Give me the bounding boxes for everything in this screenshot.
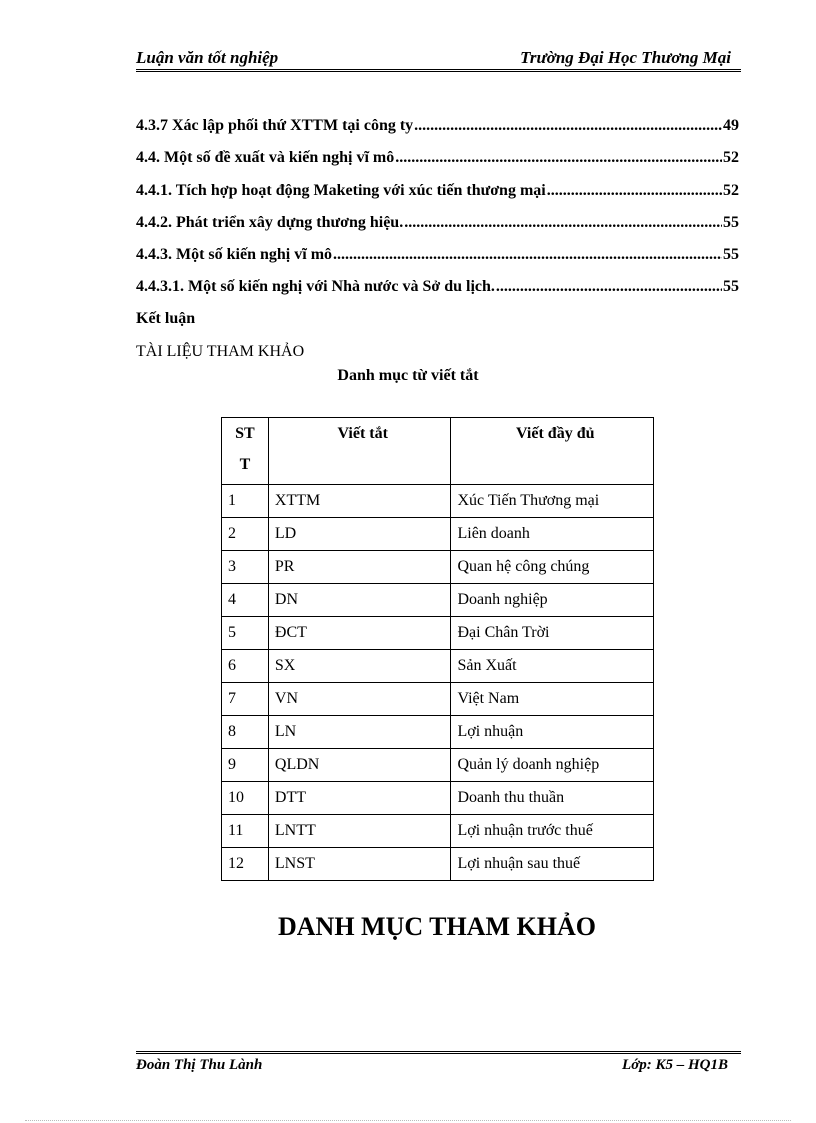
row-full: Quản lý doanh nghiệp xyxy=(451,749,654,782)
conclusion-heading: Kết luận xyxy=(136,310,196,327)
toc-leader xyxy=(496,278,722,296)
toc-entry-label: 4.4.3.1. Một số kiến nghị với Nhà nước và Sở du lịch. xyxy=(136,278,495,295)
toc-entry xyxy=(136,182,739,206)
row-abbr: LN xyxy=(268,716,451,749)
toc-leader xyxy=(395,149,722,167)
row-full: Doanh thu thuần xyxy=(451,782,654,815)
table-row xyxy=(222,782,654,815)
row-full: Xúc Tiến Thương mại xyxy=(451,485,654,518)
toc-entry xyxy=(136,278,739,302)
row-stt: 2 xyxy=(222,518,269,551)
row-full: Lợi nhuận trước thuế xyxy=(451,815,654,848)
row-stt: 9 xyxy=(222,749,269,782)
table-row xyxy=(222,551,654,584)
reference-heading: DANH MỤC THAM KHẢO xyxy=(277,912,596,941)
page-header xyxy=(136,48,741,72)
row-abbr: LNST xyxy=(268,848,451,881)
row-full: Liên doanh xyxy=(451,518,654,551)
toc-entry xyxy=(136,246,739,270)
table-row xyxy=(222,815,654,848)
row-full: Đại Chân Trời xyxy=(451,617,654,650)
toc-entry-page: 55 xyxy=(723,246,739,263)
toc-entry-label: 4.4.3. Một số kiến nghị vĩ mô xyxy=(136,246,333,263)
toc-entry-page: 52 xyxy=(723,149,739,166)
toc-entry xyxy=(136,117,739,141)
toc-leader xyxy=(547,182,722,200)
row-full: Sản Xuất xyxy=(451,650,654,683)
row-stt: 11 xyxy=(222,815,269,848)
page-footer xyxy=(136,1051,741,1081)
header-university: Trường Đại Học Thương Mại xyxy=(520,48,731,67)
toc-entry-page: 55 xyxy=(723,214,739,231)
table-row xyxy=(222,749,654,782)
row-abbr: LD xyxy=(268,518,451,551)
row-abbr: SX xyxy=(268,650,451,683)
row-abbr: VN xyxy=(268,683,451,716)
toc-entry-page: 49 xyxy=(723,117,739,134)
table-row xyxy=(222,485,654,518)
row-stt: 12 xyxy=(222,848,269,881)
row-abbr: QLDN xyxy=(268,749,451,782)
table-row xyxy=(222,848,654,881)
toc-entry-page: 52 xyxy=(723,182,739,199)
toc-entry-page: 55 xyxy=(723,278,739,295)
row-stt: 4 xyxy=(222,584,269,617)
header-rule xyxy=(136,69,741,72)
row-full: Lợi nhuận xyxy=(451,716,654,749)
footer-class: Lớp: K5 – HQ1B xyxy=(622,1057,728,1073)
row-stt: 7 xyxy=(222,683,269,716)
abbreviation-table xyxy=(221,417,654,881)
row-full: Việt Nam xyxy=(451,683,654,716)
toc-leader xyxy=(333,246,722,264)
row-abbr: DN xyxy=(268,584,451,617)
row-abbr: XTTM xyxy=(268,485,451,518)
toc-entry xyxy=(136,149,739,173)
row-stt: 3 xyxy=(222,551,269,584)
footer-rule xyxy=(136,1051,741,1054)
toc-entry-label: 4.4. Một số đề xuất và kiến nghị vĩ mô xyxy=(136,149,395,166)
row-stt: 1 xyxy=(222,485,269,518)
toc-entry-label: 4.3.7 Xác lập phối thứ XTTM tại công ty xyxy=(136,117,414,134)
toc-entry-label: 4.4.2. Phát triển xây dựng thương hiệu. xyxy=(136,214,404,231)
stt-header: ST T xyxy=(222,418,269,485)
table-row xyxy=(222,518,654,551)
table-row xyxy=(222,617,654,650)
table-row xyxy=(222,716,654,749)
toc-entry-label: 4.4.1. Tích hợp hoạt động Maketing với xúc tiến thương mại xyxy=(136,182,546,199)
references-label: TÀI LIỆU THAM KHẢO xyxy=(136,343,305,360)
toc-entry xyxy=(136,214,739,238)
full-header: Viết đầy đủ xyxy=(451,418,654,485)
abbreviation-table-title: Danh mục từ viết tắt xyxy=(337,367,479,384)
row-abbr: DTT xyxy=(268,782,451,815)
row-stt: 8 xyxy=(222,716,269,749)
row-stt: 5 xyxy=(222,617,269,650)
row-abbr: LNTT xyxy=(268,815,451,848)
row-abbr: ĐCT xyxy=(268,617,451,650)
table-row xyxy=(222,650,654,683)
row-stt: 10 xyxy=(222,782,269,815)
row-abbr: PR xyxy=(268,551,451,584)
row-stt: 6 xyxy=(222,650,269,683)
abbr-header: Viết tắt xyxy=(268,418,451,485)
page-bottom-divider xyxy=(25,1120,791,1121)
toc-leader xyxy=(414,117,722,135)
header-thesis-label: Luận văn tốt nghiệp xyxy=(136,48,279,67)
toc-leader xyxy=(404,214,722,232)
row-full: Lợi nhuận sau thuế xyxy=(451,848,654,881)
row-full: Quan hệ công chúng xyxy=(451,551,654,584)
table-row xyxy=(222,584,654,617)
row-full: Doanh nghiệp xyxy=(451,584,654,617)
footer-author: Đoàn Thị Thu Lành xyxy=(136,1057,263,1073)
table-row xyxy=(222,683,654,716)
table-header-row xyxy=(222,418,654,485)
